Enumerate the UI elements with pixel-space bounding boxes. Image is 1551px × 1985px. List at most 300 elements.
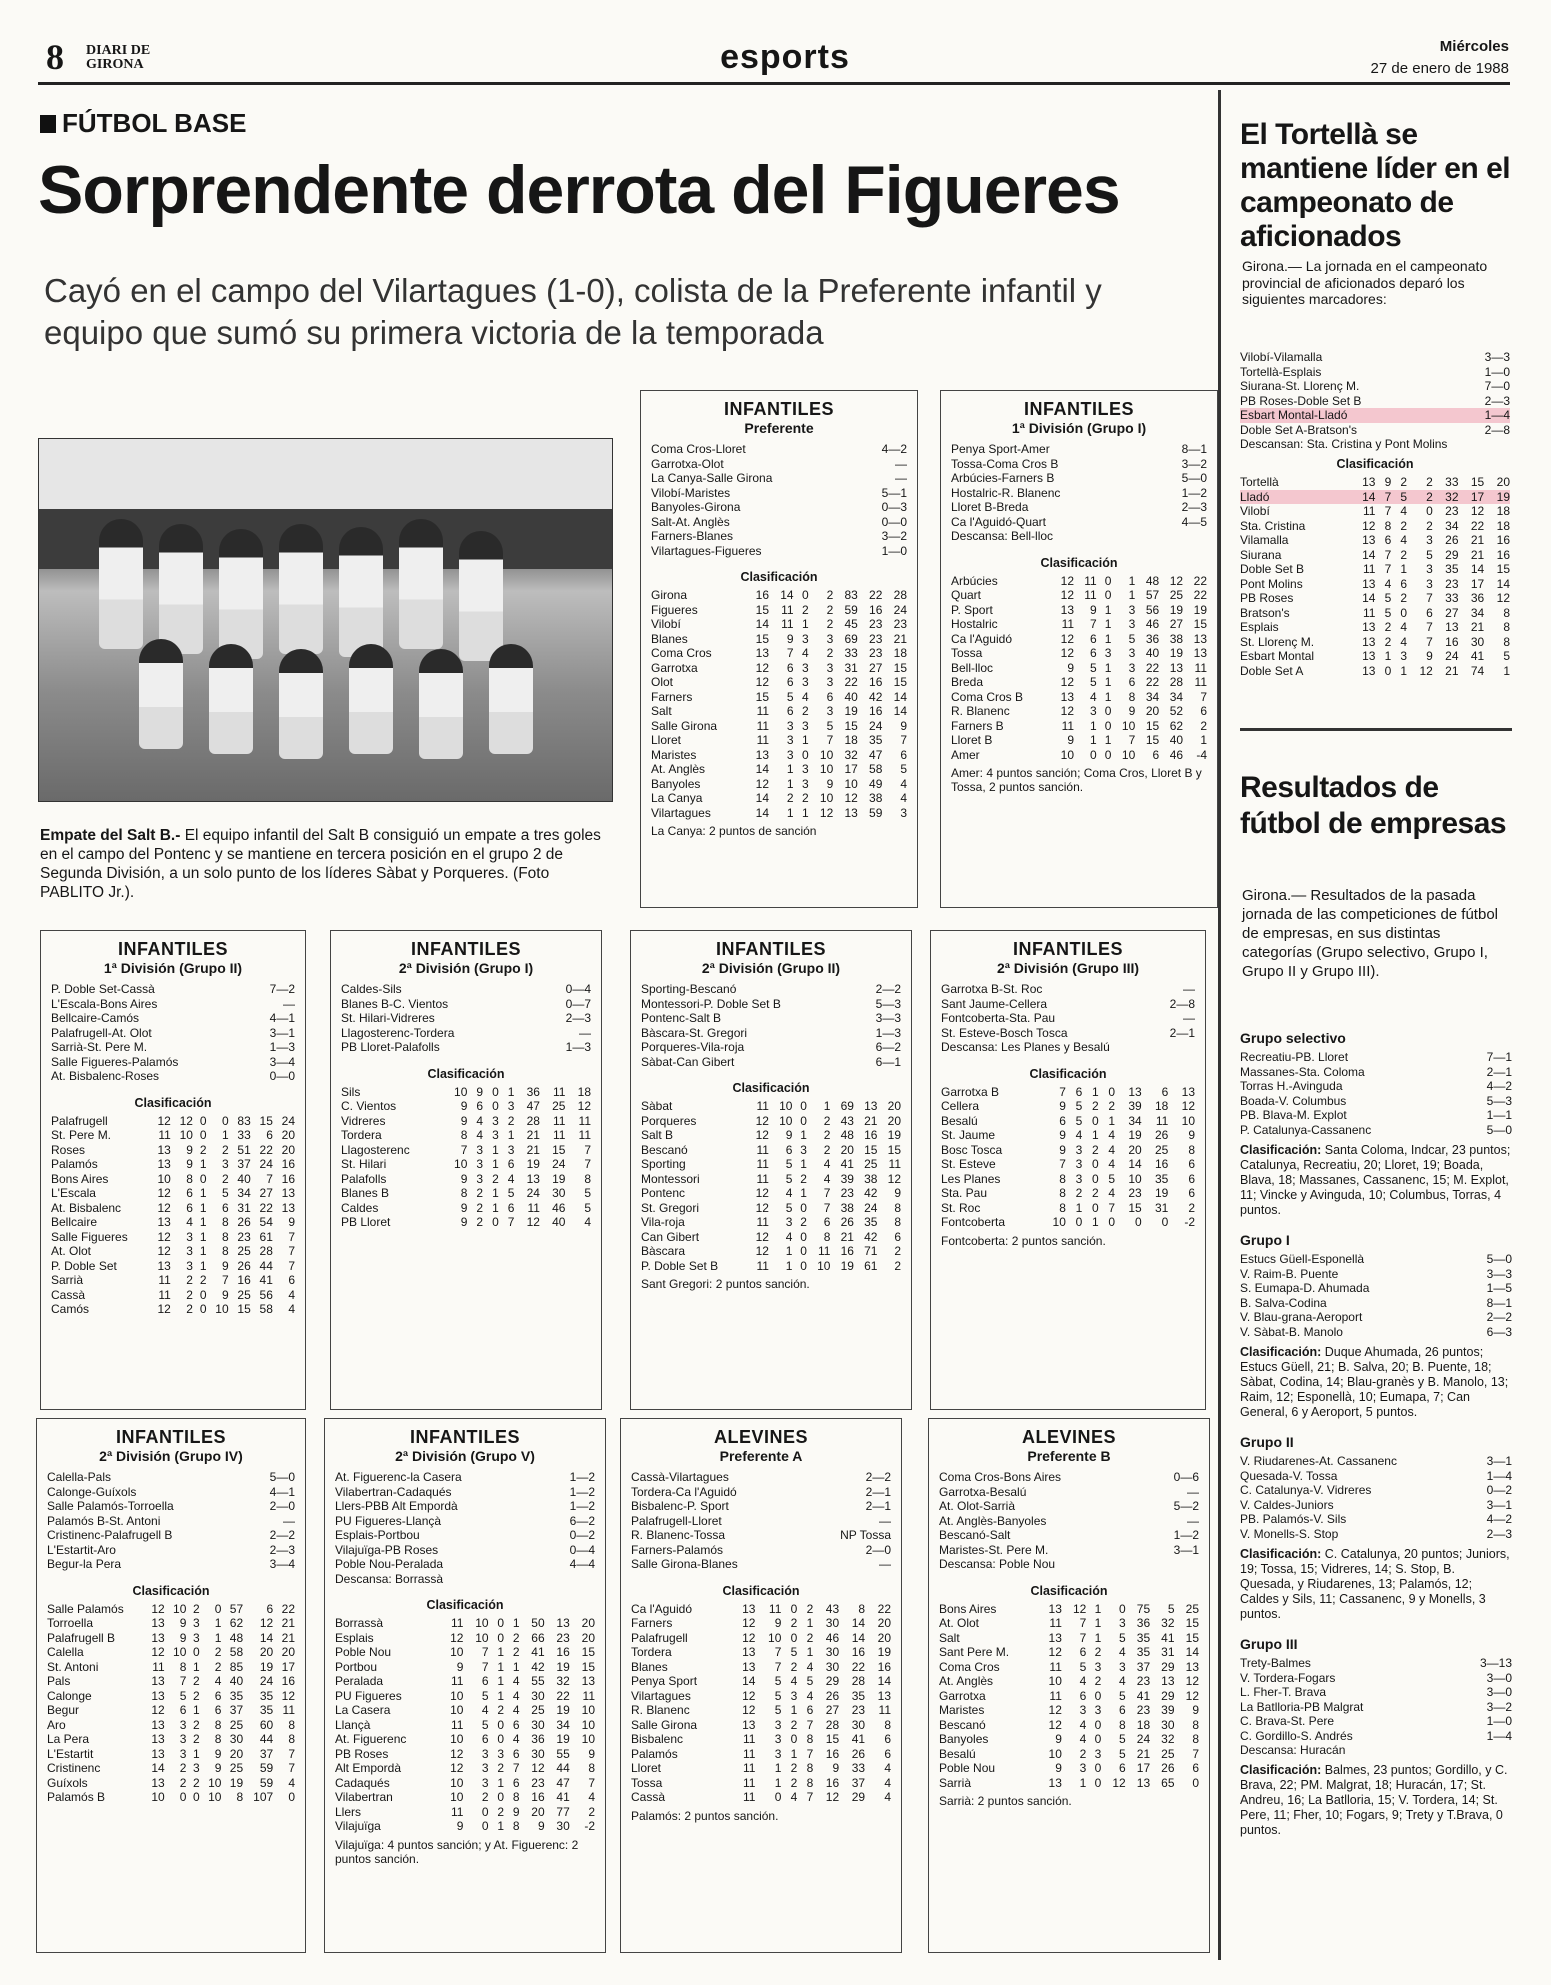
stat-value: 2 [588,1804,595,1819]
stat-value: 15 [552,1142,566,1157]
stat-value: 1 [497,1659,505,1674]
stat-value: 1 [802,733,809,747]
stat-value: 7 [1384,504,1392,518]
stat-value: 12 [531,1761,545,1775]
standings-row [939,1674,1199,1689]
team-name: Bisbalenc [631,1732,684,1746]
result-row [335,1572,595,1587]
match-name: Vilabertran-Cadaqués [335,1484,452,1499]
stat-value: 15 [1185,1616,1199,1630]
match-name: Blanes B-C. Vientos [341,996,449,1011]
standings-row [631,1747,891,1762]
stat-value: 7 [584,1157,591,1171]
stat-value: 5 [900,762,907,776]
stat-value: 12 [887,1171,901,1186]
stat-value: 15 [844,718,858,733]
stat-value: 1 [497,1775,505,1790]
standings-row [51,1273,295,1288]
team-name: P. Doble Set [51,1258,117,1273]
stat-value: 9 [1090,602,1097,617]
stat-value: 16 [869,602,883,617]
match-score: 3—4 [269,1054,295,1069]
stat-value: 83 [237,1113,251,1128]
stat-value: 0 [1094,1717,1102,1732]
result-box [620,1418,902,1953]
date: 27 de enero de 1988 [1370,60,1509,77]
stat-value: 21 [1136,1746,1151,1761]
match-name: V. Raim-B. Puente [1240,1266,1339,1281]
standings-row [941,1186,1195,1201]
stat-value: 31 [1161,1645,1175,1659]
stat-value: 3 [802,776,809,791]
stat-value: 1 [786,776,794,791]
stat-value: 35 [229,1688,244,1703]
stat-value: 8 [1188,1142,1195,1157]
stat-value: 12 [1470,504,1485,518]
stat-value: 7 [1059,1157,1066,1171]
team-name: Garrotxa [939,1688,986,1703]
stat-value: 11 [451,1717,464,1732]
stat-value: 3 [507,1142,515,1157]
stat-value: 8 [1192,1732,1199,1746]
stat-value: 32 [1445,489,1459,504]
stat-value: 1 [774,1761,782,1775]
stat-value: 21 [526,1128,540,1142]
stat-value: 5 [1075,1099,1083,1113]
stat-value: 1 [806,1645,814,1659]
stat-value: 6 [214,1688,222,1703]
results-table [941,982,1195,1055]
stat-value: 13 [281,1200,295,1215]
stat-value: 0 [193,1645,200,1659]
stat-value: 20 [887,1113,901,1128]
stat-value: 13 [742,1717,756,1732]
team-name: Girona [651,588,688,602]
stat-value: 46 [1145,617,1160,631]
stat-value: 20 [581,1630,595,1645]
stat-value: -2 [1184,1215,1195,1229]
match-name: Calonge-Guíxols [47,1484,137,1499]
box-title: ALEVINES [1021,1427,1117,1447]
stat-value: 11 [451,1674,464,1688]
match-score: 0—7 [565,996,591,1011]
stat-value: 12 [742,1703,756,1717]
stat-value: 21 [840,1229,854,1244]
stat-value: 28 [851,1674,866,1688]
stat-value: 1 [497,1688,505,1703]
stat-value: 13 [526,1171,540,1186]
stat-value: 1 [1503,663,1510,678]
stat-value: 30 [531,1746,545,1761]
result-row [1240,1325,1512,1340]
match-name: Quesada-V. Tossa [1240,1468,1338,1483]
stat-value: 5 [790,1645,798,1659]
stat-value: 1 [1400,562,1408,576]
stat-value: 10 [1048,1674,1062,1688]
stat-value: 4 [1400,620,1408,634]
standings-row [631,1776,891,1791]
stat-value: 7 [179,1674,187,1688]
team-name: Siurana [1240,547,1282,562]
stat-value: 0 [800,1258,807,1273]
standings-row [47,1790,295,1805]
match-name: PU Figueres-Llançà [335,1513,442,1528]
stat-value: 12 [755,1244,769,1258]
standings-row [631,1790,891,1805]
stat-value: 25 [864,1157,878,1171]
stat-value: 0 [1104,704,1112,718]
team-name: Vilobí [651,617,681,631]
match-name: Descansa: Poble Nou [939,1557,1056,1571]
stat-value: 14 [1128,1157,1142,1171]
box-note: Vilajuïga: 4 puntos sanción; y At. Figuerenc: 2 puntos sanción. [335,1837,579,1866]
result-row [641,1011,901,1026]
photo-player [279,649,323,759]
match-name: Estucs Güell-Esponellà [1240,1252,1365,1266]
stat-value: 0 [1426,504,1433,518]
match-name: Vilobí-Maristes [651,485,731,500]
stat-value: 2 [894,1244,901,1258]
stat-value: 1 [199,1258,207,1273]
standings-row [47,1660,295,1675]
team-name: Cadaqués [335,1775,390,1790]
stat-value: 8 [512,1790,520,1804]
match-name: Bellcaire-Camós [51,1011,140,1025]
stat-value: 1 [492,1200,499,1215]
stat-value: 2 [790,1761,798,1775]
team-name: Blanes [651,631,688,646]
company-group [1240,1232,1512,1420]
sidebar-headline-2: Resultados de fútbol de empresas [1240,771,1507,840]
box-subtitle: Preferente A [719,1448,803,1464]
team-name: Borrassà [335,1616,384,1630]
stat-value: 2 [1426,475,1433,489]
stat-value: 21 [281,1616,295,1630]
team-name: Garrotxa B [941,1084,1000,1099]
stat-value: 2 [221,1171,229,1186]
standings-row [51,1143,295,1158]
stat-value: 12 [157,1244,171,1258]
stat-value: 6 [512,1746,520,1761]
stat-value: 0 [802,747,809,762]
match-score: 1—4 [1484,408,1510,422]
stat-value: 8 [806,1775,814,1790]
stat-value: 1 [497,1819,505,1833]
team-name: Lladó [1240,489,1270,504]
stat-value: 13 [151,1688,165,1703]
stat-value: 66 [531,1630,545,1645]
team-name: L'Escala [51,1186,96,1200]
standings-row [641,1186,901,1201]
standings-row [951,733,1207,748]
stat-value: 30 [229,1732,244,1746]
team-name: Doble Set B [1240,562,1305,576]
stat-value: 3 [774,1717,782,1732]
stat-value: 16 [281,1674,295,1688]
stat-value: 27 [1445,605,1459,620]
match-score: 5—0 [1486,1252,1512,1266]
standings-row [939,1602,1199,1617]
team-name: Maristes [939,1703,985,1717]
match-name: Lloret B-Breda [951,500,1029,514]
company-group [1240,1434,1512,1622]
stat-value: 3 [193,1761,200,1775]
stat-value: 2 [193,1688,200,1703]
stat-value: 11 [1061,718,1075,733]
stat-value: 13 [1136,1775,1151,1790]
standings-row [47,1645,295,1660]
stat-value: 11 [1194,675,1207,689]
match-name: Begur-la Pera [47,1557,122,1571]
stat-value: 12 [825,1790,840,1804]
stat-value: 4 [1108,1128,1116,1142]
stat-value: 7 [806,1746,814,1761]
standings-row [941,1172,1195,1187]
result-row [651,486,907,501]
match-score: 1—0 [1484,364,1510,379]
team-name: At. Anglès [939,1674,994,1688]
stat-value: 5 [221,1186,229,1200]
stat-value: 12 [151,1703,165,1717]
stat-value: 17 [281,1659,295,1674]
standings-row [341,1099,591,1114]
stat-value: 20 [840,1142,854,1157]
stat-value: 11 [888,1157,901,1171]
stat-value: 3 [481,1775,489,1790]
standings-table [341,1085,591,1230]
box-title: INFANTILES [117,939,228,959]
result-row [1240,1498,1512,1513]
stat-value: 9 [460,1215,468,1229]
team-name: Palafrugell [51,1113,108,1128]
stat-value: 6 [894,1229,901,1244]
standings-row [651,632,907,647]
standings-row [641,1215,901,1230]
standings-row [941,1099,1195,1114]
stat-value: 12 [1112,1775,1126,1790]
stat-value: 4 [1108,1142,1116,1157]
stat-value: 12 [1496,591,1510,605]
stat-value: 1 [492,1142,499,1157]
stat-value: 5 [1108,1171,1116,1186]
stat-value: 4 [884,1790,891,1804]
stat-value: 1 [1075,1200,1083,1215]
result-row [1240,1512,1512,1527]
stat-value: 27 [825,1703,840,1717]
stat-value: 42 [869,689,883,704]
stat-value: 7 [823,1186,831,1200]
match-score: — [579,1025,591,1040]
stat-value: 11 [1362,605,1376,620]
stat-value: 20 [259,1645,274,1659]
team-name: R. Blanenc [631,1703,690,1717]
class-text: Duque Ahumada, 26 puntos; Estucs Güell, 21; B. Salva, 20; B. Puente, 18; Sàbat, Codina, 14; Blau-granès y B. Manolo, 13; Raim, 12; Esponellà, 10; Eumapa, 7; Can General, 6 y Aeroport, 5 puntos. [1240,1345,1509,1419]
stat-value: 8 [288,1717,295,1732]
stat-value: 6 [507,1157,515,1171]
standings-row [1240,533,1510,548]
standings-row [951,617,1207,632]
stat-value: 16 [1445,634,1459,649]
stat-value: 21 [1445,663,1459,678]
team-name: Banyoles [939,1732,989,1746]
stat-value: 58 [259,1302,273,1316]
stat-value: 2 [1384,634,1392,649]
stat-value: 14 [780,588,794,602]
stat-value: 5 [1119,1732,1126,1746]
stat-value: 9 [456,1659,464,1674]
stat-value: 10 [1181,1113,1195,1128]
standings-row [341,1201,591,1216]
stat-value: 0 [481,1804,489,1819]
stat-value: 2 [790,1717,798,1732]
stat-value: 15 [1185,1630,1199,1645]
team-name: Torroella [47,1616,94,1630]
stat-value: 1 [512,1659,520,1674]
match-score: 5—0 [1486,1122,1512,1137]
stat-value: 7 [1079,1616,1087,1630]
stat-value: 0 [1104,573,1112,588]
stat-value: 1 [497,1645,505,1659]
standings-row [335,1732,595,1747]
team-name: Calella [47,1645,84,1659]
stat-value: 1 [1091,1215,1099,1229]
standings-row [51,1215,295,1230]
stat-value: 7 [512,1761,520,1775]
stat-value: 2 [1108,1099,1116,1113]
stat-value: 3 [774,1732,782,1746]
stat-value: 35 [851,1688,866,1703]
stat-value: 10 [817,1258,831,1273]
stat-value: 2 [481,1790,489,1804]
stat-value: 10 [819,747,834,762]
match-score: 4—1 [269,1484,295,1499]
photo-player [419,649,463,759]
stat-value: 6 [1384,533,1392,547]
stat-value: 41 [531,1645,545,1659]
group-name: Grupo III [1240,1636,1298,1652]
stat-value: 3 [186,1244,193,1258]
team-name: Palamós [631,1746,678,1761]
stat-value: 16 [825,1775,840,1790]
team-name: Pont Molins [1240,576,1303,591]
result-row [1240,1281,1512,1296]
newspaper-name: DIARI DE GIRONA [86,43,151,72]
stat-value: 8 [1384,518,1392,533]
match-name: P. Doble Set-Cassà [51,982,155,996]
standings-row [939,1645,1199,1660]
stat-value: 18 [1496,518,1510,533]
standings-row [335,1790,595,1805]
stat-value: 4 [481,1703,489,1717]
stat-value: 12 [450,1746,464,1761]
result-row [631,1485,891,1500]
result-row [47,1557,295,1572]
stat-value: 5 [481,1717,489,1732]
stat-value: 4 [1079,1717,1087,1732]
stat-value: 0 [199,1171,207,1186]
match-score: 1—3 [565,1040,591,1054]
match-name: At. Figuerenc-la Casera [335,1470,462,1484]
stat-value: 12 [179,1113,193,1128]
stat-value: 17 [844,762,858,776]
stat-value: 46 [552,1200,566,1215]
match-name: Porqueres-Vila-roja [641,1040,745,1054]
stat-value: 0 [492,1099,499,1113]
team-name: St. Antoni [47,1659,99,1674]
stat-value: 6 [481,1732,489,1746]
match-score: 2—3 [1181,500,1207,514]
stat-value: 17 [1136,1761,1151,1775]
stat-value: 19 [1169,646,1184,660]
stat-value: 11 [158,1287,171,1302]
stat-value: 48 [229,1630,244,1645]
group-classification [1240,1345,1512,1420]
team-name: Besalú [939,1746,976,1761]
stat-value: 7 [584,1142,591,1157]
stat-value: 10 [450,1790,464,1804]
stat-value: 9 [512,1804,520,1819]
stat-value: 10 [581,1717,595,1732]
stat-value: 4 [1075,1128,1083,1142]
standings-row [1240,606,1510,621]
match-name: Sàbat-Can Gibert [641,1054,735,1069]
standings-row [641,1201,901,1216]
result-box [940,390,1218,908]
stat-value: 19 [1496,489,1510,504]
stat-value: 9 [1067,660,1075,675]
standings-row [335,1805,595,1820]
stat-value: 11 [1049,1616,1062,1630]
result-row [335,1470,595,1485]
stat-value: 61 [864,1258,878,1273]
result-row [51,1069,295,1084]
stat-value: 13 [755,747,770,762]
stat-value: 10 [173,1601,187,1616]
stat-value: 11 [582,1688,595,1703]
stat-value: 47 [869,747,883,762]
stat-value: 58 [229,1645,244,1659]
stat-value: 2 [497,1703,505,1717]
stat-value: 0 [179,1790,187,1804]
stat-value: 23 [869,617,883,631]
stat-value: 12 [1060,573,1075,588]
stat-value: 32 [1161,1616,1175,1630]
stat-value: 13 [151,1732,165,1746]
stat-value: 10 [475,1630,489,1645]
stat-value: 22 [1145,660,1160,675]
stat-value: 1 [1090,718,1097,733]
stat-value: 7 [481,1645,489,1659]
stat-value: 5 [1119,1746,1126,1761]
standings-row [51,1201,295,1216]
stat-value: 4 [476,1113,484,1128]
stat-value: 1 [1104,602,1112,617]
team-name: Sàbat [641,1099,673,1113]
stat-value: 3 [826,660,834,675]
stat-value: 5 [774,1688,782,1703]
stat-value: 3 [786,747,794,762]
group-name: Grupo I [1240,1232,1290,1248]
stat-value: 2 [1188,1200,1195,1215]
match-score [1129,1557,1199,1572]
stat-value: 15 [1145,718,1160,733]
stat-value: 10 [151,1790,165,1804]
stat-value: 23 [1128,1186,1142,1200]
stat-value: 2 [1400,591,1408,605]
stat-value: 34 [1128,1113,1142,1128]
stat-value: 10 [844,776,858,791]
stat-value: 12 [259,1616,274,1630]
